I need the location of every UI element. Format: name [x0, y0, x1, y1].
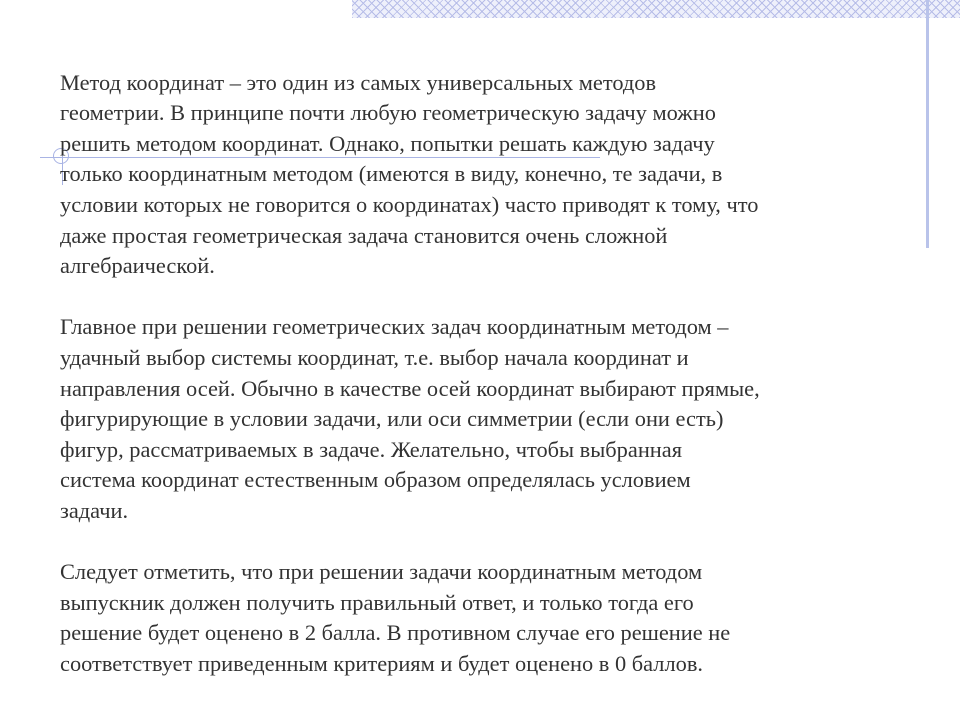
- paragraph-coordinate-method: Метод координат – это один из самых универсальных методов геометрии. В принципе почти любую геометрическую задачу можно решить методом координат. Однако, попытки решать каждую задачу только координатным методом (имеются в виду, конечно, те задачи, в условии которых не говорится о координатах) часто приводят к тому, что даже простая геометрическая задача становится очень сложной алгебраической.: [60, 69, 759, 279]
- decorative-vertical-line: [926, 0, 929, 248]
- paragraph-grading: Следует отметить, что при решении задачи координатным методом выпускник должен получить правильный ответ, и только тогда его решение будет оценено в 2 балла. В противном случае его решение не соответствует приведенным критериям и будет оценено в 0 баллов.: [60, 559, 731, 676]
- slide-body-text: [60, 37, 910, 710]
- paragraph-choosing-axes: Главное при решении геометрических задач координатным методом – удачный выбор системы координат, т.е. выбор начала координат и направления осей. Обычно в качестве осей координат выбирают прямые, фигурирующие в условии задачи, или оси симметрии (если они есть) фигур, рассматриваемых в задаче. Желательно, чтобы выбранная система координат естественным образом определялась условием задачи.: [60, 314, 760, 523]
- decorative-pattern-band: [352, 0, 960, 18]
